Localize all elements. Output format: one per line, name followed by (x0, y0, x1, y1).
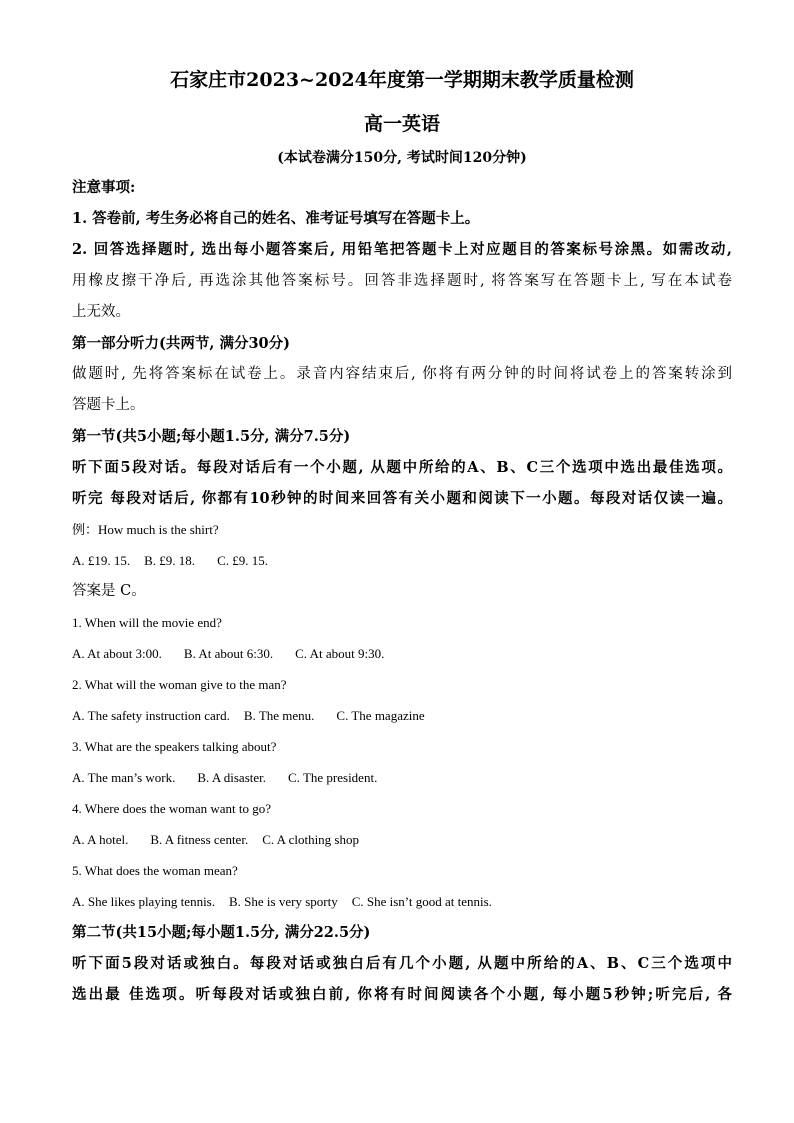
q2-option-b: B. The menu. (243, 708, 315, 723)
notes-item-2-line-2: 用橡皮擦干净后, 再选涂其他答案标号。回答非选择题时, 将答案写在答题卡上, 写在本试卷 (72, 273, 732, 289)
question-3: 3. What are the speakers talking about? (72, 739, 277, 754)
q4-option-b: B. A fitness center. (150, 832, 249, 847)
q1-option-b: B. At about 6:30. (183, 646, 274, 661)
notes-item-1: 1. 答卷前, 考生务必将自己的姓名、准考证号填写在答题卡上。 (72, 210, 480, 227)
example-answer: 答案是 C。 (72, 583, 146, 599)
section2 (72, 917, 732, 1010)
part1-heading: 第一部分听力(共两节, 满分30分) (72, 335, 290, 352)
subject-title: 高一英语 (363, 113, 440, 135)
example-option-a: A. £19. 15. (72, 553, 131, 568)
example-question: 例：How much is the shirt? (72, 522, 219, 537)
question-5-options (72, 886, 732, 917)
section1-instr-line-2: 听完 每段对话后, 你都有10秒钟的时间来回答有关小题和阅读下一小题。每段对话仅读一遍。 (72, 490, 732, 507)
question-5: 5. What does the woman mean? (72, 863, 238, 878)
q5-option-b: B. She is very sporty (229, 894, 338, 909)
q4-option-c: C. A clothing shop (262, 832, 359, 847)
q2-option-c: C. The magazine (336, 708, 425, 723)
q5-option-c: C. She isn’t good at tennis. (351, 894, 492, 909)
q1-option-a: A. At about 3:00. (72, 646, 162, 661)
q1-option-c: C. At about 9:30. (295, 646, 385, 661)
page-title: 石家庄市2023~2024年度第一学期期末教学质量检测 (170, 69, 634, 91)
question-3-options (72, 762, 732, 793)
q4-option-a: A. A hotel. (72, 832, 129, 847)
part1-intro-line-1: 做题时, 先将答案标在试卷上。录音内容结束后, 你将有两分钟的时间将试卷上的答案转涂到 (72, 366, 732, 382)
question-2-options (72, 700, 732, 731)
section1 (72, 421, 732, 917)
notes-heading: 注意事项: (72, 179, 136, 196)
exam-page (72, 66, 732, 1010)
q5-option-a: A. She likes playing tennis. (72, 894, 215, 909)
question-2: 2. What will the woman give to the man? (72, 677, 287, 692)
part1-section (72, 328, 732, 421)
example-option-c: C. £9. 15. (217, 553, 268, 568)
question-1-options (72, 638, 732, 669)
q3-option-a: A. The man’s work. (72, 770, 176, 785)
q2-option-a: A. The safety instruction card. (72, 708, 230, 723)
example-option-b: B. £9. 18. (144, 553, 196, 568)
section1-heading: 第一节(共5小题;每小题1.5分, 满分7.5分) (72, 428, 351, 445)
score-info: (本试卷满分150分, 考试时间120分钟) (277, 150, 527, 166)
notes-item-2-line-3: 上无效。 (72, 304, 130, 320)
question-4: 4. Where does the woman want to go? (72, 801, 272, 816)
q3-option-c: C. The president. (288, 770, 378, 785)
notes-section (72, 172, 732, 328)
section2-instr-line-1: 听下面5段对话或独白。每段对话或独白后有几个小题, 从题中所给的A、B、C三个选项中 (72, 955, 732, 972)
part1-intro-line-2: 答题卡上。 (72, 397, 145, 413)
section2-instr-line-2: 选出最 佳选项。听每段对话或独白前, 你将有时间阅读各个小题, 每小题5秒钟;听完后, 各 (72, 986, 732, 1003)
notes-item-2-text: 2. 回答选择题时, 选出每小题答案后, 用铅笔把答题卡上对应题目的答案标号涂黑。如需改动, (72, 241, 732, 258)
question-4-options (72, 824, 732, 855)
section1-instr-line-1: 听下面5段对话。每段对话后有一个小题, 从题中所给的A、B、C三个选项中选出最佳选项。 (72, 459, 732, 476)
question-1: 1. When will the movie end? (72, 615, 222, 630)
example-options (72, 545, 732, 576)
q3-option-b: B. A disaster. (197, 770, 267, 785)
notes-item-2-line-1 (72, 234, 732, 266)
section2-heading: 第二节(共15小题;每小题1.5分, 满分22.5分) (72, 924, 371, 941)
